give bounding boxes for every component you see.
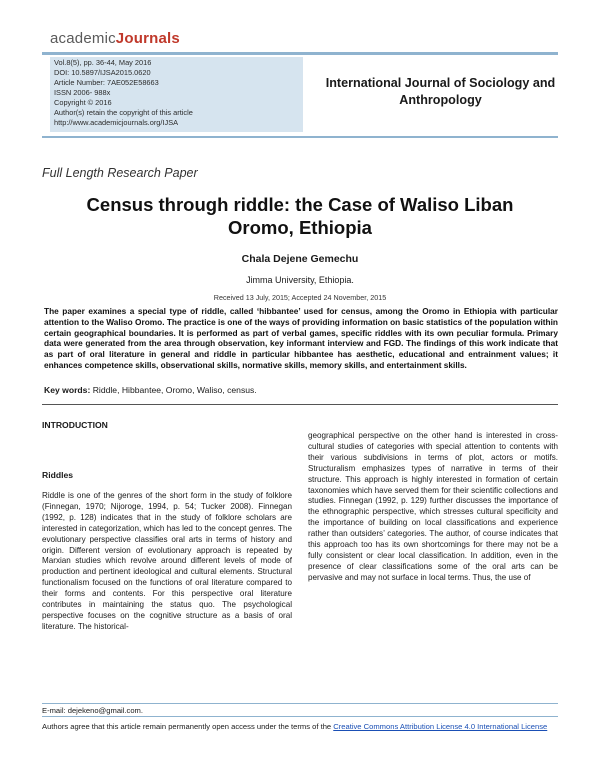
logo-suffix: Journals <box>115 30 180 47</box>
meta-volume: Vol.8(5), pp. 36-44, May 2016 <box>54 58 152 67</box>
license-text: Authors agree that this article remain permanently open access under the terms of the <box>42 722 334 731</box>
meta-copyright: Copyright © 2016 <box>54 98 112 107</box>
keywords-label: Key words: <box>44 385 91 395</box>
abstract: The paper examines a special type of riddle, called ‘hibbantee’ used for census, among the Oromo in Ethiopia with particular attention to the Waliso Oromo. The practice is one of the ways of providing information on basic statistics of the population within certain geographical boundaries. It is performed as part of verbal games, specific riddles with its own peculiar formula. Primary data were generated from the area through observation, key informant interview and FGD. The findings of this work indicate that as part of oral literature in general and riddle in particular hibbantee has aesthetic, educational and entrainment values; it enhances competence skills, observational skills, normative skills, memory skills, and entertainment skills. <box>44 306 558 370</box>
body-column-right: geographical perspective on the other hand is interested in cross-cultural studies of categories with special attention to contents with their various subdivisions in terms of plot, actors or motifs. Structuralism emphasizes types of narrative in terms of their structure. This approach is highly interested in formation of certain taxonomies which have served them for their scientific collections and studies. Finnegan (1992, p. 129) further discusses the importance of the ethnographic perspective, which stresses cultural specificity and the importance of building on local classifications and experience rather than outsiders’ categories. The author, of course indicates that this approach too has its own shortcomings for there may not be a fully consistent or clear local classification. In addition, even in the presence of clear classifications some of the oral arts can be pervasive and may not surface in local terms. Thus, the use of <box>308 431 558 582</box>
journal-logo <box>50 30 180 47</box>
meta-url: http://www.academicjournals.org/IJSA <box>54 118 179 127</box>
logo-prefix: academic <box>50 30 116 47</box>
keywords <box>44 385 558 395</box>
article-meta <box>54 58 193 128</box>
paper-title <box>40 193 560 239</box>
paper-title-line2: Oromo, Ethiopia <box>228 217 372 238</box>
header-rule <box>42 52 558 55</box>
journal-name-line2: Anthropology <box>399 93 482 107</box>
journal-name-line1: International Journal of Sociology and <box>325 76 556 90</box>
journal-name <box>318 75 563 109</box>
license-link[interactable]: Creative Commons Attribution License 4.0 International License <box>333 722 548 731</box>
meta-rights: Author(s) retain the copyright of this article <box>54 108 193 117</box>
body-column-left: Riddle is one of the genres of the short form in the study of folklore (Finnegan, 1970; Nijoroge, 1994, p. 54; Tucker 2008). Finnegan (1992, p. 128) indicates that in the study of folklore scholars are interested in categorization, which has led to the concept genres. The evolutionary perspective classifies oral arts in terms of history and origin. Different version of evolutionary approach is repeated by Marxian studies which revolve around different levels of mode of production and pertinent ideological and cultural elements. Structural functionalism focused on the functions of oral literature compared to their forms and contents. For this perspective oral literature contributes in maintaining the status quo. The psychological perspective focuses on the cognitive structure as a basis of oral literature. The historical- <box>42 491 292 631</box>
meta-issn: ISSN 2006- 988x <box>54 88 111 97</box>
footer-rule <box>42 703 558 704</box>
header-bottom-rule <box>42 136 558 138</box>
author-name: Chala Dejene Gemechu <box>241 253 359 265</box>
subsection-heading-riddles: Riddles <box>42 470 74 480</box>
section-heading-introduction: INTRODUCTION <box>42 420 108 430</box>
article-type: Full Length Research Paper <box>42 166 198 180</box>
author-email[interactable]: E-mail: dejekeno@gmail.com. <box>42 706 143 715</box>
author-affiliation: Jimma University, Ethiopia. <box>246 275 354 285</box>
meta-doi: DOI: 10.5897/IJSA2015.0620 <box>54 68 151 77</box>
abstract-rule <box>42 404 558 405</box>
received-dates: Received 13 July, 2015; Accepted 24 November, 2015 <box>213 293 387 302</box>
paper-title-line1: Census through riddle: the Case of Waliso Liban <box>86 194 514 215</box>
license-notice <box>42 722 558 733</box>
meta-article-number: Article Number: 7AE052E58663 <box>54 78 159 87</box>
keywords-list: Riddle, Hibbantee, Oromo, Waliso, census. <box>90 385 257 395</box>
footer-rule-2 <box>42 716 558 717</box>
